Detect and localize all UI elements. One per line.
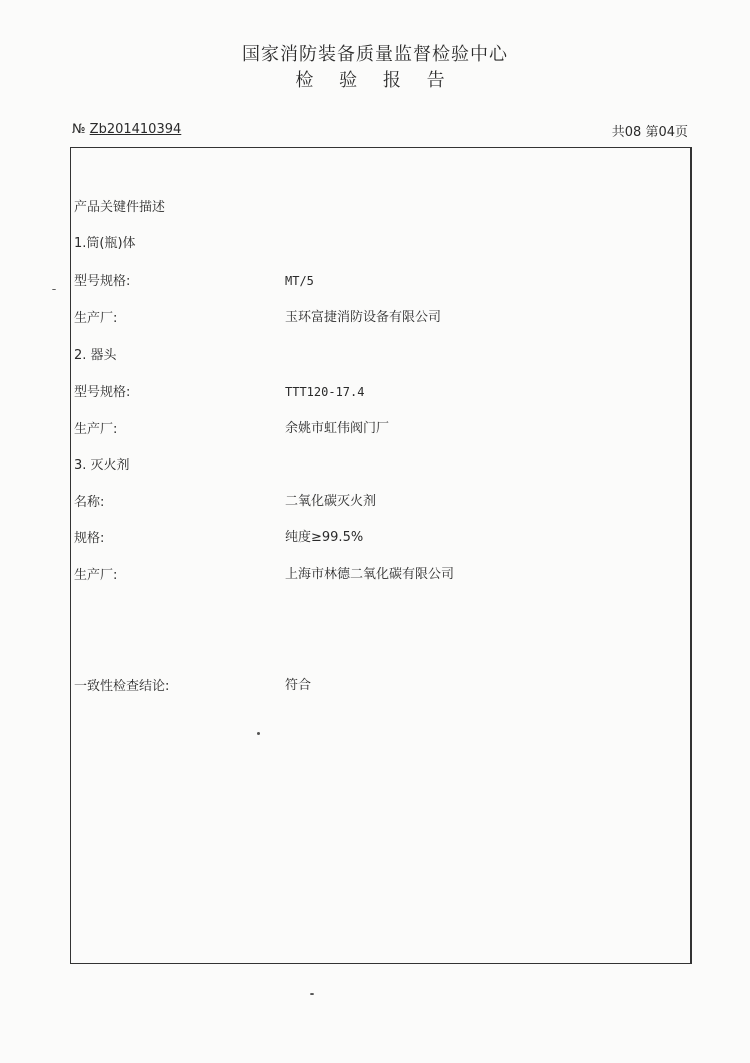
content-frame [70, 147, 692, 964]
report-number-symbol: № [72, 122, 86, 137]
org-title: 国家消防装备质量监督检验中心 [242, 44, 508, 65]
field-value-agent-maker: 上海市林德二氧化碳有限公司 [285, 567, 455, 582]
report-number-value: Zb201410394 [89, 122, 182, 137]
field-label-agent-name: 名称: [74, 495, 105, 510]
field-value-cylinder-maker: 玉环富捷消防设备有限公司 [285, 310, 442, 325]
scan-speck [310, 993, 314, 995]
part-heading-valve: 2. 器头 [74, 348, 117, 363]
field-value-agent-spec: 纯度≥99.5% [285, 530, 364, 545]
field-label-cylinder-maker: 生产厂: [74, 311, 118, 326]
report-number [72, 122, 181, 137]
page-info: 共08 第04页 [611, 125, 688, 140]
section-title: 产品关键件描述 [74, 200, 166, 215]
field-value-cylinder-model: MT/5 [285, 274, 314, 288]
field-label-valve-model: 型号规格: [74, 385, 131, 400]
conclusion-label: 一致性检查结论: [74, 679, 170, 694]
scan-speck [257, 732, 260, 735]
document-type-title: 检 验 报 告 [295, 70, 455, 91]
field-value-agent-name: 二氧化碳灭火剂 [285, 494, 377, 509]
conclusion-value: 符合 [285, 678, 312, 693]
field-label-agent-maker: 生产厂: [74, 568, 118, 583]
field-value-valve-model: TTT120-17.4 [285, 385, 365, 399]
field-label-agent-spec: 规格: [74, 531, 105, 546]
part-heading-cylinder: 1.筒(瓶)体 [74, 236, 136, 251]
scan-speck [52, 289, 56, 290]
field-label-valve-maker: 生产厂: [74, 422, 118, 437]
part-heading-agent: 3. 灭火剂 [74, 458, 130, 473]
field-value-valve-maker: 余姚市虹伟阀门厂 [285, 421, 390, 436]
field-label-cylinder-model: 型号规格: [74, 274, 131, 289]
